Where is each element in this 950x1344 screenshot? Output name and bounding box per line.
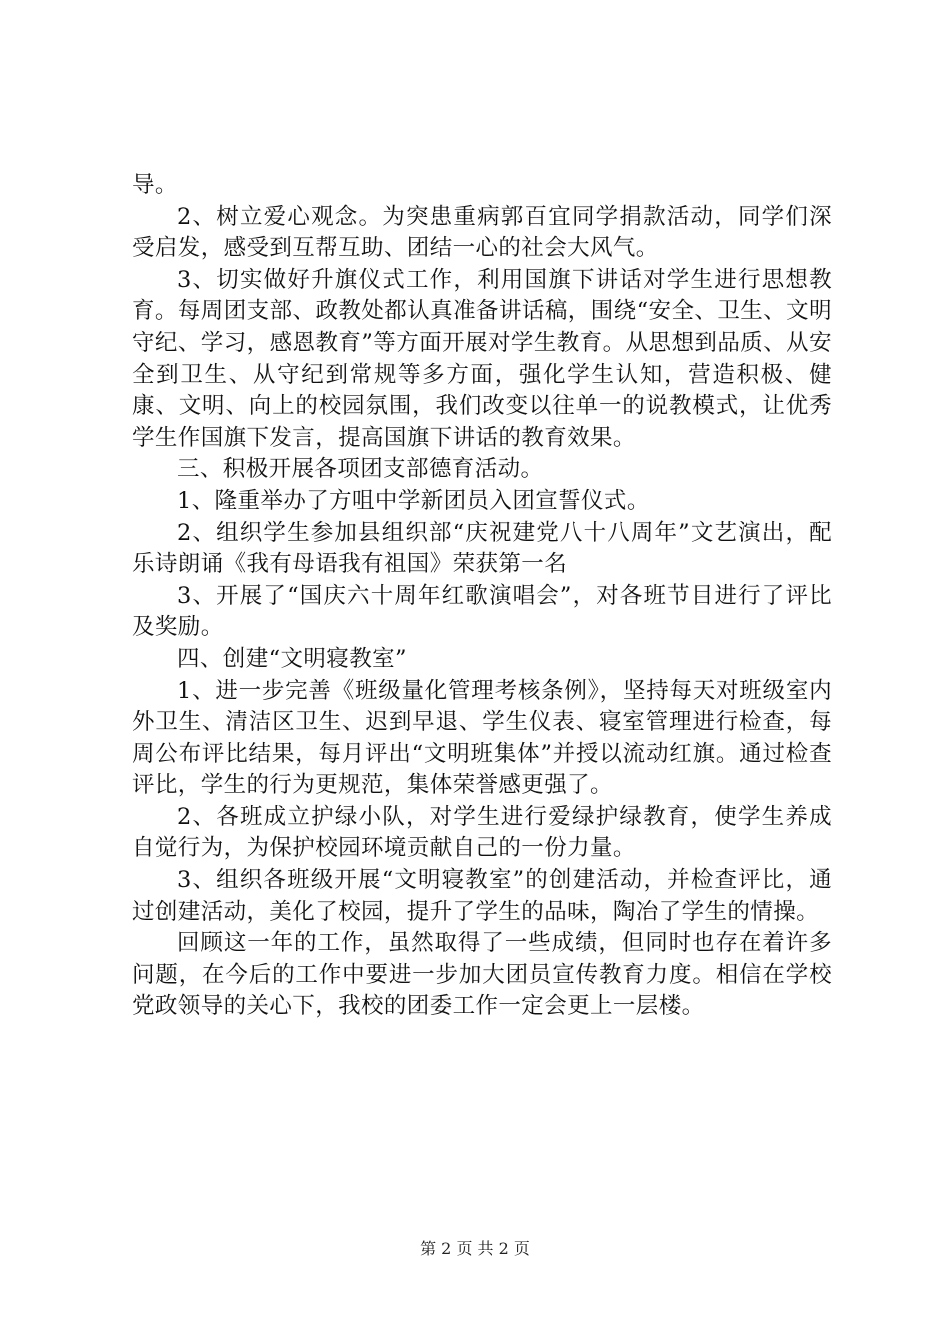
paragraph-9: 2、各班成立护绿小队，对学生进行爱绿护绿教育，使学生养成自觉行为，为保护校园环境贡献自己的一份力量。: [132, 803, 832, 862]
paragraph-8: 1、进一步完善《班级量化管理考核条例》，坚持每天对班级室内外卫生、清洁区卫生、迟到早退、学生仪表、寝室管理进行检查，每周公布评比结果，每月评出“文明班集体”并授以流动红旗。通过检查评比，学生的行为更规范，集体荣誉感更强了。: [132, 677, 832, 799]
page-number-footer: 第 2 页 共 2 页: [420, 1239, 530, 1258]
paragraph-1: 2、树立爱心观念。为突患重病郭百宜同学捐款活动，同学们深受启发，感受到互帮互助、团结一心的社会大风气。: [132, 203, 832, 262]
paragraph-2: 3、切实做好升旗仪式工作，利用国旗下讲话对学生进行思想教育。每周团支部、政教处都认真准备讲话稿，围绕“安全、卫生、文明守纪、学习，感恩教育”等方面开展对学生教育。从思想到品质、从安全到卫生、从守纪到常规等多方面，强化学生认知，营造积极、健康、文明、向上的校园氛围，我们改变以往单一的说教模式，让优秀学生作国旗下发言，提高国旗下讲话的教育效果。: [132, 266, 832, 451]
paragraph-0: 导。: [132, 172, 178, 198]
section-heading-3: 三、积极开展各项团支部德育活动。: [177, 456, 544, 483]
paragraph-10: 3、组织各班级开展“文明寝教室”的创建活动，并检查评比，通过创建活动，美化了校园，提升了学生的品味，陶冶了学生的情操。: [132, 867, 832, 925]
document-body: [132, 170, 832, 1023]
closing-paragraph: 回顾这一年的工作，虽然取得了一些成绩，但同时也存在着许多问题，在今后的工作中要进一步加大团员宣传教育力度。相信在学校党政领导的关心下，我校的团委工作一定会更上一层楼。: [132, 930, 832, 1020]
paragraph-6: 3、开展了“国庆六十周年红歌演唱会”，对各班节目进行了评比及奖励。: [132, 582, 832, 641]
section-heading-4: 四、创建“文明寝教室”: [177, 645, 407, 672]
paragraph-5: 2、组织学生参加县组织部“庆祝建党八十八周年”文艺演出，配乐诗朗诵《我有母语我有祖国》荣获第一名: [132, 519, 832, 578]
paragraph-4: 1、隆重举办了方咀中学新团员入团宣誓仪式。: [177, 487, 650, 514]
